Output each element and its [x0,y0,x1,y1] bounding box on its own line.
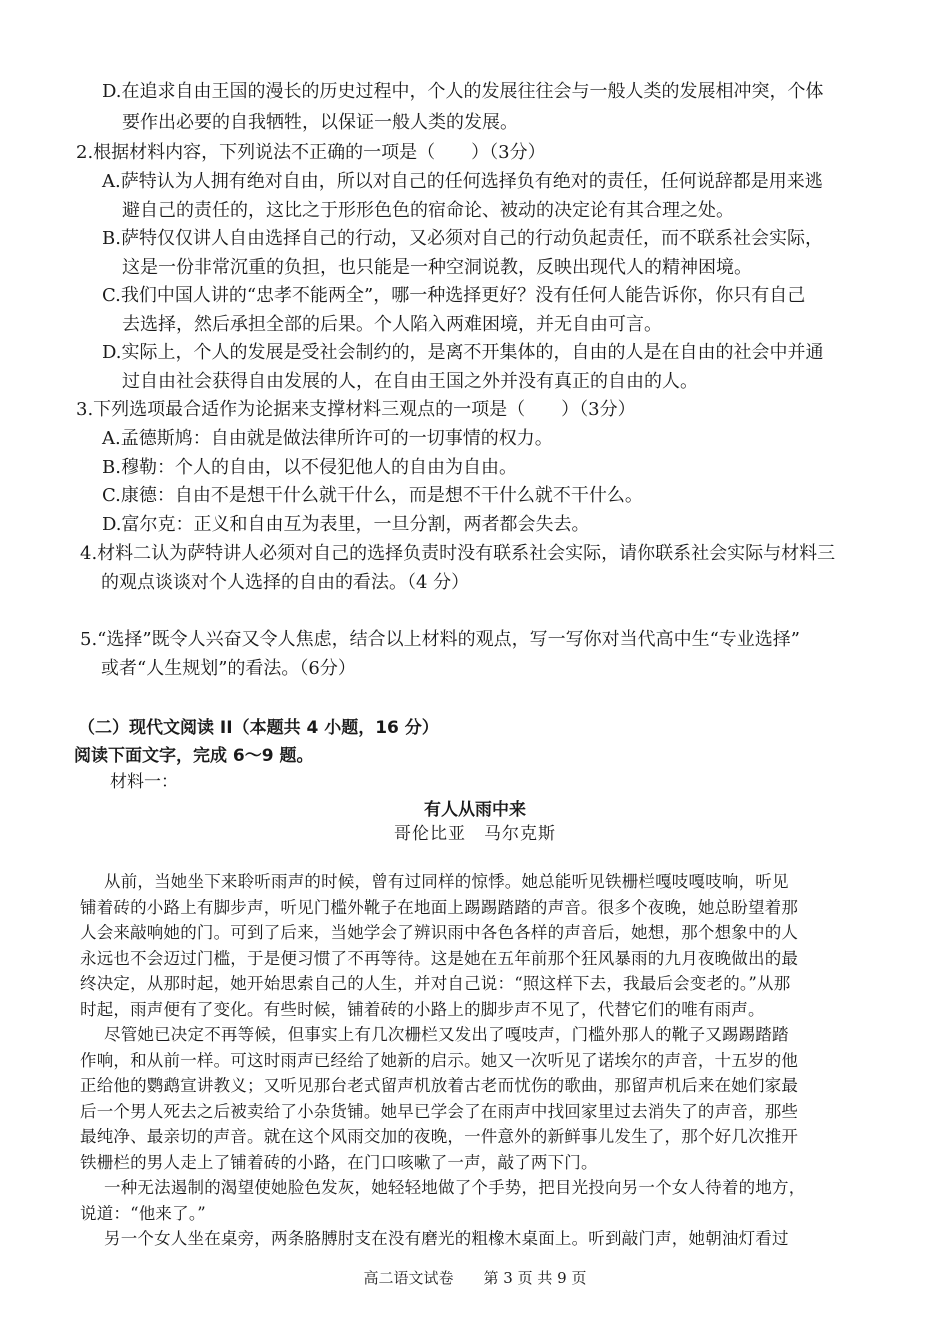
option-2d-line2: 过自由社会获得自由发展的人，在自由王国之外并没有真正的自由的人。 [122,371,698,392]
question-5-line1: 5.“选择”既令人兴奋又令人焦虑，结合以上材料的观点，写一写你对当代高中生“专业选择” [80,629,800,650]
story-line: 人会来敲响她的门。可到了后来，当她学会了辨识雨中各色各样的声音后，她想，那个想象中的人 [80,923,799,942]
option-1d-line1: D.在追求自由王国的漫长的历史过程中，个人的发展往往会与一般人类的发展相冲突，个体 [102,81,824,102]
story-line: 时起，雨声便有了变化。有些时候，铺着砖的小路上的脚步声不见了，代替它们的唯有雨声。 [80,1000,765,1019]
option-3b: B.穆勒：个人的自由，以不侵犯他人的自由为自由。 [102,457,517,478]
story-line: 铺着砖的小路上有脚步声，听见门槛外靴子在地面上踢踢踏踏的声音。很多个夜晚，她总盼望着那 [80,898,799,917]
page-footer: 高二语文试卷 第 3 页 共 9 页 [363,1269,587,1287]
story-line: 正给他的鹦鹉宣讲教义；又听见那台老式留声机放着古老而忧伤的歌曲，那留声机后来在她们家最 [80,1076,799,1095]
story-line: 最纯净、最亲切的声音。就在这个风雨交加的夜晚，一件意外的新鲜事儿发生了，那个好几次推开 [80,1127,799,1146]
option-3c: C.康德：自由不是想干什么就干什么，而是想不干什么就不干什么。 [102,485,643,506]
question-5-line2: 或者“人生规划”的看法。（6分） [101,658,356,679]
option-2b-line2: 这是一份非常沉重的负担，也只能是一种空洞说教，反映出现代人的精神困境。 [122,257,752,278]
story-line: 永远也不会迈过门槛，于是便习惯了不再等待。这是她在五年前那个狂风暴雨的九月夜晚做出的最 [80,949,799,968]
option-3a: A.孟德斯鸠：自由就是做法律所许可的一切事情的权力。 [102,428,553,449]
story-line: 从前，当她坐下来聆听雨声的时候，曾有过同样的惊悸。她总能听见铁栅栏嘎吱嘎吱响，听见 [104,872,789,891]
section-heading: （二）现代文阅读 II（本题共 4 小题，16 分） [78,718,439,738]
option-2c-line2: 去选择，然后承担全部的后果。个人陷入两难困境，并无自由可言。 [122,314,662,335]
option-2d-line1: D.实际上，个人的发展是受社会制约的，是离不开集体的，自由的人是在自由的社会中并通 [102,342,824,363]
question-3: 3.下列选项最合适作为论据来支撑材料三观点的一项是（ ）（3分） [76,399,636,420]
question-4-line2: 的观点谈谈对个人选择的自由的看法。（4 分） [101,572,470,593]
option-2c-line1: C.我们中国人讲的“忠孝不能两全”，哪一种选择更好？没有任何人能告诉你，你只有自己 [102,285,806,306]
story-line: 铁栅栏的男人走上了铺着砖的小路，在门口咳嗽了一声，敲了两下门。 [80,1153,598,1172]
option-2a-line2: 避自己的责任的，这比之于形形色色的宿命论、被动的决定论有其合理之处。 [122,200,734,221]
story-line: 尽管她已决定不再等候，但事实上有几次栅栏又发出了嘎吱声，门槛外那人的靴子又踢踢踏踏 [104,1025,789,1044]
story-author: 哥伦比亚 马尔克斯 [394,824,556,844]
story-line: 终决定，从那时起，她开始思索自己的人生，并对自己说：“照这样下去，我最后会变老的。”从那 [80,974,791,993]
story-line: 一种无法遏制的渴望使她脸色发灰，她轻轻地做了个手势，把目光投向另一个女人待着的地方， [104,1178,806,1197]
question-2: 2.根据材料内容，下列说法不正确的一项是（ ）（3分） [76,142,546,163]
story-line: 作响，和从前一样。可这时雨声已经给了她新的启示。她又一次听见了诺埃尔的声音，十五岁的他 [80,1051,799,1070]
reading-instruction: 阅读下面文字，完成 6～9 题。 [74,746,314,766]
option-2b-line1: B.萨特仅仅讲人自由选择自己的行动，又必须对自己的行动负起责任，而不联系社会实际， [102,228,823,249]
option-1d-line2: 要作出必要的自我牺牲，以保证一般人类的发展。 [122,112,518,133]
story-line: 另一个女人坐在桌旁，两条胳膊肘支在没有磨光的粗橡木桌面上。听到敲门声，她朝油灯看过 [104,1229,789,1248]
option-2a-line1: A.萨特认为人拥有绝对自由，所以对自己的任何选择负有绝对的责任，任何说辞都是用来逃 [102,171,823,192]
question-4-line1: 4.材料二认为萨特讲人必须对自己的选择负责时没有联系社会实际，请你联系社会实际与材料三 [80,543,836,564]
material-label: 材料一： [110,772,178,792]
story-title: 有人从雨中来 [424,800,526,820]
story-line: 说道：“他来了。” [80,1204,206,1223]
option-3d: D.富尔克：正义和自由互为表里，一旦分割，两者都会失去。 [102,514,590,535]
story-line: 后一个男人死去之后被卖给了小杂货铺。她早已学会了在雨声中找回家里过去消失了的声音，那些 [80,1102,799,1121]
